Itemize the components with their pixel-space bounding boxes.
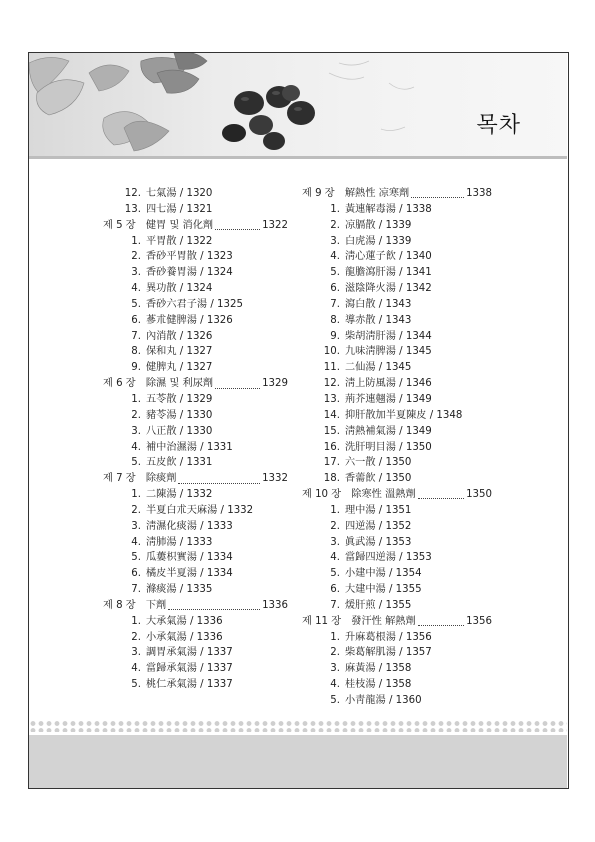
dot-leader [215, 221, 260, 230]
entry-number: 2. [330, 219, 340, 231]
dot-leader [418, 617, 464, 626]
entry-title: 調胃承氣湯 / 1337 [146, 647, 233, 659]
entry-number: 11. [323, 362, 340, 374]
entry-number: 6. [131, 314, 141, 326]
entry-number: 2. [131, 409, 141, 421]
toc-entry[interactable] [302, 360, 492, 376]
toc-entry[interactable] [103, 297, 288, 313]
toc-entry[interactable] [302, 376, 492, 392]
entry-number: 4. [131, 283, 141, 295]
toc-entry[interactable] [103, 360, 288, 376]
entry-number: 4. [131, 441, 141, 453]
entry-title: 內消散 / 1326 [146, 330, 213, 342]
toc-entry[interactable] [302, 265, 492, 281]
entry-title: 抑肝散加半夏陳皮 / 1348 [345, 409, 463, 421]
entry-title: 蔘朮健脾湯 / 1326 [146, 314, 233, 326]
toc-entry[interactable] [302, 535, 492, 551]
toc-entry[interactable] [302, 661, 492, 677]
footer-band [29, 735, 567, 788]
toc-entry[interactable] [103, 677, 288, 693]
entry-title: 四七湯 / 1321 [146, 203, 213, 215]
page-title: 목차 [476, 113, 521, 138]
entry-title: 淸肺湯 / 1333 [146, 536, 213, 548]
toc-entry[interactable] [302, 455, 492, 471]
toc-chapter-heading[interactable] [103, 598, 288, 614]
toc-entry[interactable] [302, 392, 492, 408]
entry-title: 眞武湯 / 1353 [345, 536, 412, 548]
chapter-label: 제 11 장 發汗性 解熱劑 [302, 615, 416, 627]
entry-title: 大承氣湯 / 1336 [146, 615, 223, 627]
toc-entry[interactable] [103, 614, 288, 630]
entry-number: 3. [131, 520, 141, 532]
entry-number: 7. [131, 330, 141, 342]
toc-chapter-heading[interactable] [302, 487, 492, 503]
toc-chapter-heading[interactable] [103, 218, 288, 234]
dot-leader [168, 601, 260, 610]
toc-entry[interactable] [103, 281, 288, 297]
entry-number: 3. [330, 235, 340, 247]
chapter-page-number: 1356 [466, 615, 492, 627]
entry-title: 八正散 / 1330 [146, 425, 213, 437]
entry-title: 凉膈散 / 1339 [345, 219, 412, 231]
chapter-label: 제 7 장 除痰劑 [103, 473, 177, 485]
dot-leader [418, 490, 464, 499]
entry-title: 小建中湯 / 1354 [345, 568, 422, 580]
toc-chapter-heading[interactable] [103, 376, 288, 392]
entry-title: 洗肝明目湯 / 1350 [345, 441, 432, 453]
chapter-label: 제 10 장 除寒性 溫熱劑 [302, 489, 416, 501]
toc-entry[interactable] [103, 186, 288, 202]
entry-number: 4. [330, 552, 340, 564]
entry-title: 滋陰降火湯 / 1342 [345, 283, 432, 295]
entry-number: 5. [131, 457, 141, 469]
entry-number: 3. [131, 647, 141, 659]
entry-number: 7. [330, 298, 340, 310]
entry-number: 18. [323, 473, 340, 485]
dot-leader [215, 380, 260, 389]
entry-number: 12. [124, 188, 141, 199]
chapter-label: 제 8 장 下劑 [103, 599, 167, 611]
toc-entry[interactable] [302, 598, 492, 614]
entry-title: 煖肝煎 / 1355 [345, 599, 412, 611]
entry-title: 九味淸脾湯 / 1345 [345, 346, 432, 358]
toc-entry[interactable] [302, 471, 492, 487]
toc-entry[interactable] [302, 424, 492, 440]
toc-entry[interactable] [103, 440, 288, 456]
banner-underline [29, 156, 567, 159]
chapter-label: 제 6 장 除濕 및 利尿劑 [103, 378, 214, 390]
entry-number: 16. [323, 441, 340, 453]
chapter-page-number: 1329 [262, 378, 288, 390]
chapter-label: 제 5 장 健胃 및 消化劑 [103, 219, 214, 231]
toc-entry[interactable] [103, 566, 288, 582]
entry-title: 當歸承氣湯 / 1337 [146, 663, 233, 675]
toc-entry[interactable] [103, 503, 288, 519]
toc-entry[interactable] [103, 645, 288, 661]
entry-title: 桂枝湯 / 1358 [345, 679, 412, 691]
entry-number: 1. [131, 235, 141, 247]
entry-number: 2. [330, 520, 340, 532]
toc-entry[interactable] [302, 677, 492, 693]
toc-right-column [302, 186, 492, 709]
toc-entry[interactable] [302, 281, 492, 297]
entry-title: 橘皮半夏湯 / 1334 [146, 568, 233, 580]
chapter-label: 제 9 장 解熱性 凉寒劑 [302, 188, 410, 199]
toc-entry[interactable] [103, 519, 288, 535]
entry-title: 淸上防風湯 / 1346 [345, 378, 432, 390]
entry-number: 6. [131, 568, 141, 580]
chapter-page-number: 1336 [262, 599, 288, 611]
toc-entry[interactable] [302, 202, 492, 218]
entry-title: 理中湯 / 1351 [345, 504, 412, 516]
entry-title: 二仙湯 / 1345 [345, 362, 412, 374]
toc-entry[interactable] [103, 202, 288, 218]
toc-entry[interactable] [302, 313, 492, 329]
entry-title: 淸心蓮子飮 / 1340 [345, 251, 432, 263]
toc-entry[interactable] [302, 344, 492, 360]
entry-title: 平胃散 / 1322 [146, 235, 213, 247]
entry-title: 香砂六君子湯 / 1325 [146, 298, 243, 310]
entry-title: 小靑龍湯 / 1360 [345, 695, 422, 706]
toc-entry[interactable] [103, 329, 288, 345]
entry-title: 半夏白朮天麻湯 / 1332 [146, 504, 254, 516]
herb-photo-graphic [29, 53, 567, 157]
entry-number: 6. [330, 584, 340, 596]
entry-number: 15. [323, 425, 340, 437]
toc-entry[interactable] [302, 218, 492, 234]
entry-title: 二陳湯 / 1332 [146, 489, 213, 501]
entry-title: 大建中湯 / 1355 [345, 584, 422, 596]
entry-title: 麻黃湯 / 1358 [345, 663, 412, 675]
entry-number: 4. [330, 251, 340, 263]
entry-number: 8. [330, 314, 340, 326]
toc-entry[interactable] [103, 487, 288, 503]
chapter-page-number: 1350 [466, 489, 492, 501]
toc-entry[interactable] [302, 566, 492, 582]
entry-number: 2. [330, 647, 340, 659]
toc-entry[interactable] [103, 535, 288, 551]
toc-entry[interactable] [302, 234, 492, 250]
dot-leader [411, 189, 464, 198]
entry-title: 六一散 / 1350 [345, 457, 412, 469]
entry-title: 淸熱補氣湯 / 1349 [345, 425, 432, 437]
entry-number: 12. [323, 378, 340, 390]
entry-number: 10. [323, 346, 340, 358]
toc-chapter-heading[interactable] [302, 614, 492, 630]
toc-entry[interactable] [302, 503, 492, 519]
toc-entry[interactable] [302, 519, 492, 535]
entry-title: 異功散 / 1324 [146, 283, 213, 295]
toc-entry[interactable] [103, 455, 288, 471]
header-banner [29, 53, 567, 157]
toc-entry[interactable] [103, 344, 288, 360]
chapter-page-number: 1322 [262, 219, 288, 231]
entry-number: 7. [330, 599, 340, 611]
entry-title: 保和丸 / 1327 [146, 346, 213, 358]
entry-number: 3. [131, 267, 141, 279]
entry-number: 5. [330, 267, 340, 279]
entry-title: 淸濕化痰湯 / 1333 [146, 520, 233, 532]
entry-number: 3. [131, 425, 141, 437]
entry-title: 四逆湯 / 1352 [345, 520, 412, 532]
toc-entry[interactable] [302, 408, 492, 424]
entry-number: 8. [131, 346, 141, 358]
entry-title: 五皮飮 / 1331 [146, 457, 213, 469]
entry-title: 補中治濕湯 / 1331 [146, 441, 233, 453]
entry-number: 13. [323, 393, 340, 405]
entry-number: 17. [323, 457, 340, 469]
entry-number: 9. [131, 362, 141, 374]
entry-number: 5. [131, 552, 141, 564]
entry-number: 9. [330, 330, 340, 342]
entry-title: 瓜蔞枳實湯 / 1334 [146, 552, 233, 564]
toc-entry[interactable] [302, 249, 492, 265]
entry-number: 4. [330, 679, 340, 691]
entry-title: 豬苓湯 / 1330 [146, 409, 213, 421]
entry-number: 1. [330, 631, 340, 643]
toc-entry[interactable] [302, 630, 492, 646]
entry-title: 瀉白散 / 1343 [345, 298, 412, 310]
entry-number: 1. [131, 393, 141, 405]
entry-title: 白虎湯 / 1339 [345, 235, 412, 247]
toc-entry[interactable] [103, 392, 288, 408]
entry-number: 5. [330, 695, 340, 706]
toc-chapter-heading[interactable] [103, 471, 288, 487]
chapter-page-number: 1332 [262, 473, 288, 485]
toc-entry[interactable] [103, 424, 288, 440]
toc-entry[interactable] [103, 234, 288, 250]
entry-title: 小承氣湯 / 1336 [146, 631, 223, 643]
entry-number: 1. [131, 489, 141, 501]
chapter-page-number: 1338 [466, 188, 492, 199]
dotted-divider [29, 720, 567, 732]
toc-entry[interactable] [302, 440, 492, 456]
toc-chapter-heading[interactable] [302, 186, 492, 202]
entry-number: 14. [323, 409, 340, 421]
entry-title: 當歸四逆湯 / 1353 [345, 552, 432, 564]
entry-number: 1. [131, 615, 141, 627]
toc-entry[interactable] [302, 582, 492, 598]
toc-entry[interactable] [103, 630, 288, 646]
entry-number: 1. [330, 203, 340, 215]
toc-entry[interactable] [103, 661, 288, 677]
toc-entry[interactable] [103, 249, 288, 265]
entry-title: 健脾丸 / 1327 [146, 362, 213, 374]
entry-title: 桃仁承氣湯 / 1337 [146, 679, 233, 691]
toc-entry[interactable] [302, 329, 492, 345]
entry-number: 4. [131, 536, 141, 548]
entry-number: 5. [131, 298, 141, 310]
toc-entry[interactable] [302, 645, 492, 661]
entry-title: 香砂平胃散 / 1323 [146, 251, 233, 263]
entry-title: 五苓散 / 1329 [146, 393, 213, 405]
toc-entry[interactable] [302, 550, 492, 566]
entry-title: 柴胡淸肝湯 / 1344 [345, 330, 432, 342]
toc-entry[interactable] [103, 582, 288, 598]
entry-number: 2. [131, 504, 141, 516]
entry-title: 龍膽瀉肝湯 / 1341 [345, 267, 432, 279]
toc-entry[interactable] [103, 408, 288, 424]
toc-entry[interactable] [103, 313, 288, 329]
entry-number: 1. [330, 504, 340, 516]
entry-title: 黃連解毒湯 / 1338 [345, 203, 432, 215]
entry-title: 七氣湯 / 1320 [146, 188, 213, 199]
entry-number: 4. [131, 663, 141, 675]
entry-title: 導赤散 / 1343 [345, 314, 412, 326]
entry-title: 柴葛解肌湯 / 1357 [345, 647, 432, 659]
entry-number: 5. [131, 679, 141, 691]
entry-title: 荊芥連翹湯 / 1349 [345, 393, 432, 405]
entry-number: 2. [131, 251, 141, 263]
entry-title: 滌痰湯 / 1335 [146, 584, 213, 596]
entry-title: 香薷飮 / 1350 [345, 473, 412, 485]
entry-number: 3. [330, 536, 340, 548]
dot-leader [178, 475, 260, 484]
toc-entry[interactable] [103, 550, 288, 566]
toc-entry[interactable] [302, 693, 492, 709]
entry-title: 香砂養胃湯 / 1324 [146, 267, 233, 279]
entry-number: 7. [131, 584, 141, 596]
entry-title: 升麻葛根湯 / 1356 [345, 631, 432, 643]
entry-number: 13. [124, 203, 141, 215]
toc-left-column [103, 186, 288, 693]
entry-number: 6. [330, 283, 340, 295]
toc-entry[interactable] [103, 265, 288, 281]
toc-entry[interactable] [302, 297, 492, 313]
entry-number: 3. [330, 663, 340, 675]
entry-number: 5. [330, 568, 340, 580]
entry-number: 2. [131, 631, 141, 643]
